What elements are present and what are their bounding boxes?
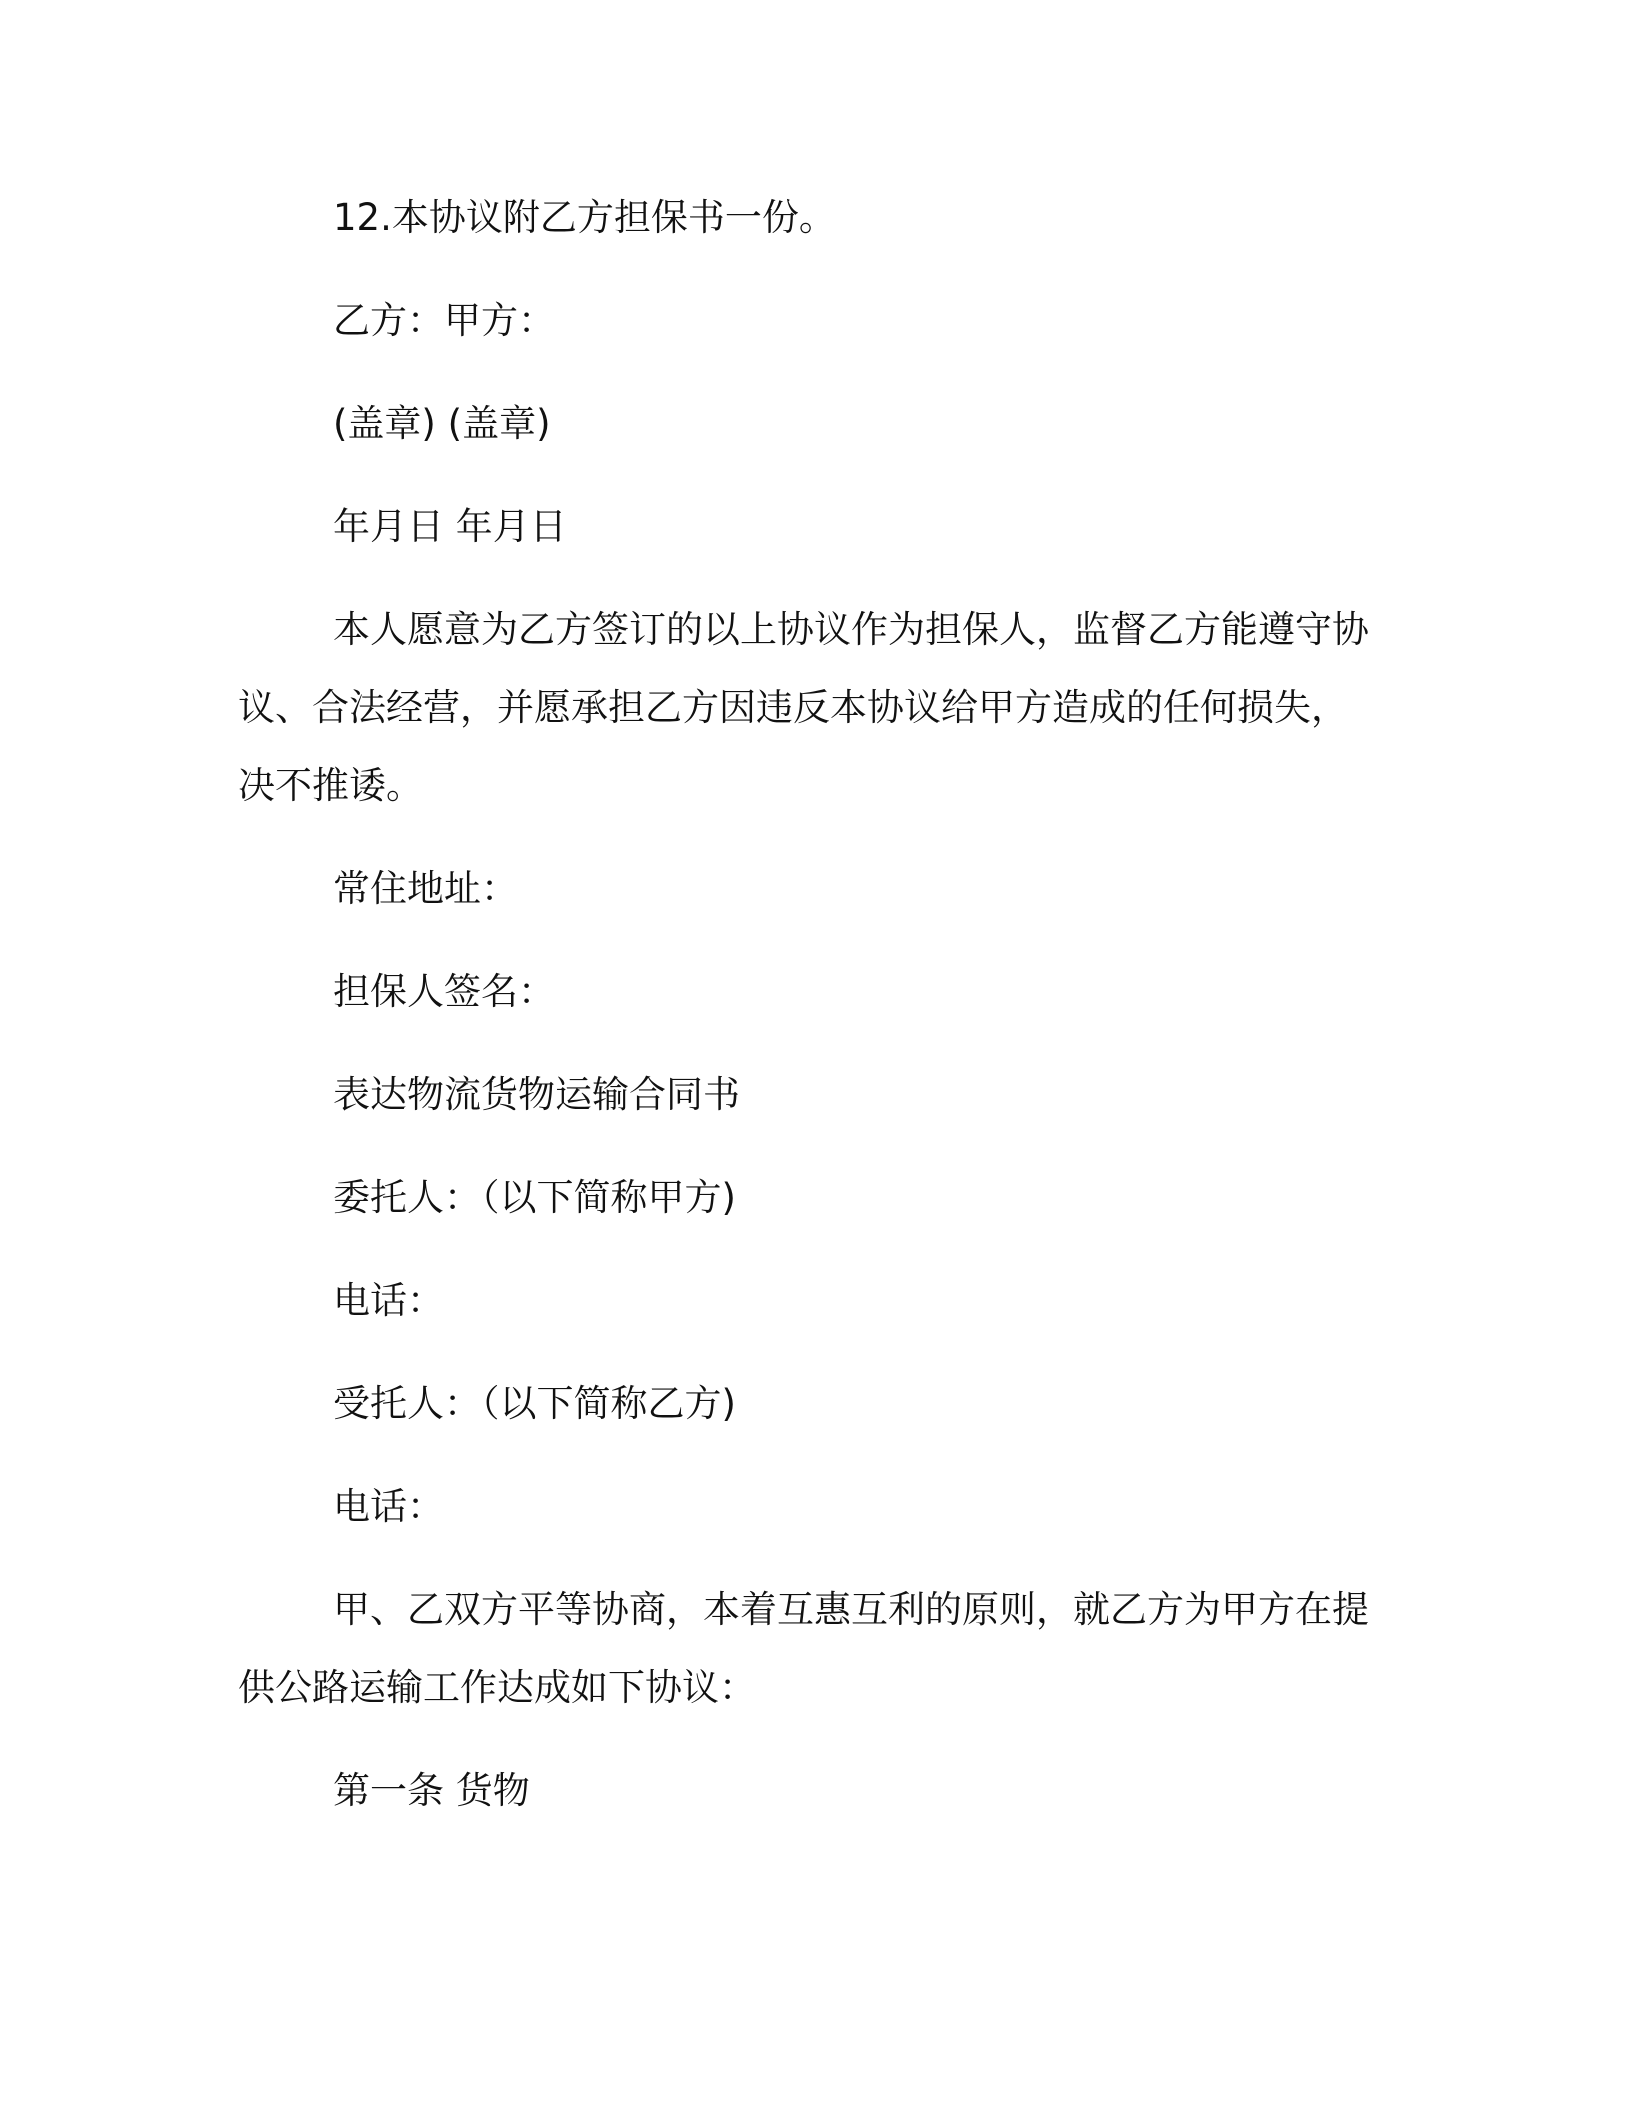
contractor-label: 受托人：（以下简称乙方)	[333, 1382, 736, 1425]
guarantee-paragraph-line-1: 本人愿意为乙方签订的以上协议作为担保人，监督乙方能遵守协	[333, 608, 1369, 651]
article-1-heading: 第一条 货物	[333, 1769, 530, 1812]
contract-title: 表达物流货物运输合同书	[333, 1073, 740, 1116]
date-labels: 年月日 年月日	[333, 505, 567, 548]
clause-12: 12.本协议附乙方担保书一份。	[333, 196, 836, 239]
seal-labels: (盖章) (盖章)	[333, 402, 551, 445]
agreement-paragraph-line-1: 甲、乙双方平等协商，本着互惠互利的原则，就乙方为甲方在提	[333, 1588, 1369, 1631]
agreement-paragraph-line-2: 供公路运输工作达成如下协议：	[238, 1666, 756, 1709]
guarantee-paragraph-line-2: 议、合法经营，并愿承担乙方因违反本协议给甲方造成的任何损失，	[238, 686, 1348, 729]
client-label: 委托人：（以下简称甲方)	[333, 1176, 736, 1219]
guarantor-signature-label: 担保人签名：	[333, 970, 555, 1013]
address-label: 常住地址：	[333, 867, 518, 910]
party-labels: 乙方：甲方：	[333, 299, 555, 342]
client-phone-label: 电话：	[333, 1279, 444, 1322]
contractor-phone-label: 电话：	[333, 1485, 444, 1528]
guarantee-paragraph-line-3: 决不推诿。	[238, 764, 423, 807]
